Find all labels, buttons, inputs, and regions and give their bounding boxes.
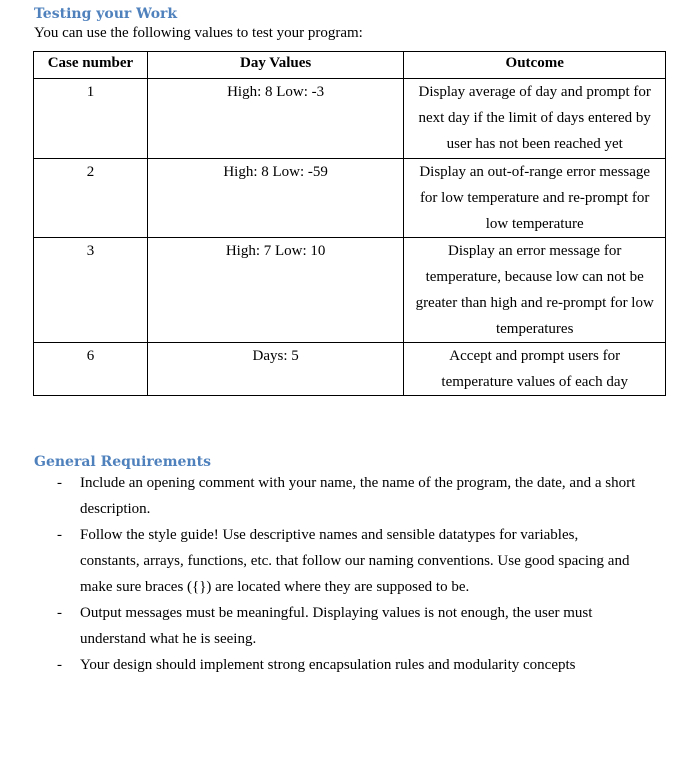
general-requirements-heading: General Requirements xyxy=(34,454,211,470)
case-number-cell: 3 xyxy=(34,238,148,343)
day-values-cell: High: 7 Low: 10 xyxy=(147,238,404,343)
day-values-cell: High: 8 Low: -59 xyxy=(147,159,404,238)
case-number-cell: 6 xyxy=(34,343,148,396)
column-header-day-values: Day Values xyxy=(147,52,404,79)
requirement-text: Include an opening comment with your name, the name of the program, the date, and a short description. xyxy=(80,475,636,517)
case-number-cell: 1 xyxy=(34,79,148,159)
list-item xyxy=(0,600,640,652)
table-row xyxy=(34,79,666,159)
table-row xyxy=(34,238,666,343)
requirement-text: Output messages must be meaningful. Displaying values is not enough, the user must understand what he is seeing. xyxy=(80,605,593,647)
list-item xyxy=(0,470,640,522)
list-item xyxy=(0,652,640,678)
outcome-cell: Display an out-of-range error message for low temperature and re-prompt for low temperature xyxy=(404,159,666,238)
column-header-case-number: Case number xyxy=(34,52,148,79)
test-cases-table xyxy=(33,51,666,396)
outcome-cell: Display an error message for temperature, because low can not be greater than high and re-prompt for low temperatures xyxy=(404,238,666,343)
outcome-cell: Display average of day and prompt for next day if the limit of days entered by user has not been reached yet xyxy=(404,79,666,159)
list-item xyxy=(0,522,640,600)
day-values-cell: Days: 5 xyxy=(147,343,404,396)
testing-intro-text: You can use the following values to test your program: xyxy=(34,25,363,41)
dash-bullet-icon: - xyxy=(57,475,62,491)
case-number-cell: 2 xyxy=(34,159,148,238)
outcome-cell: Accept and prompt users for temperature values of each day xyxy=(404,343,666,396)
testing-section-heading: Testing your Work xyxy=(34,6,178,22)
dash-bullet-icon: - xyxy=(57,605,62,621)
dash-bullet-icon: - xyxy=(57,527,62,543)
table-row xyxy=(34,159,666,238)
dash-bullet-icon: - xyxy=(57,657,62,673)
day-values-cell: High: 8 Low: -3 xyxy=(147,79,404,159)
requirement-text: Follow the style guide! Use descriptive names and sensible datatypes for variables, constants, arrays, functions, etc. that follow our naming conventions. Use good spacing and make sure braces ({}) are located where they are supposed to be. xyxy=(80,527,630,595)
requirement-text: Your design should implement strong encapsulation rules and modularity concepts xyxy=(80,657,576,673)
column-header-outcome: Outcome xyxy=(404,52,666,79)
table-header-row xyxy=(34,52,666,79)
table-row xyxy=(34,343,666,396)
requirements-list xyxy=(0,470,640,678)
